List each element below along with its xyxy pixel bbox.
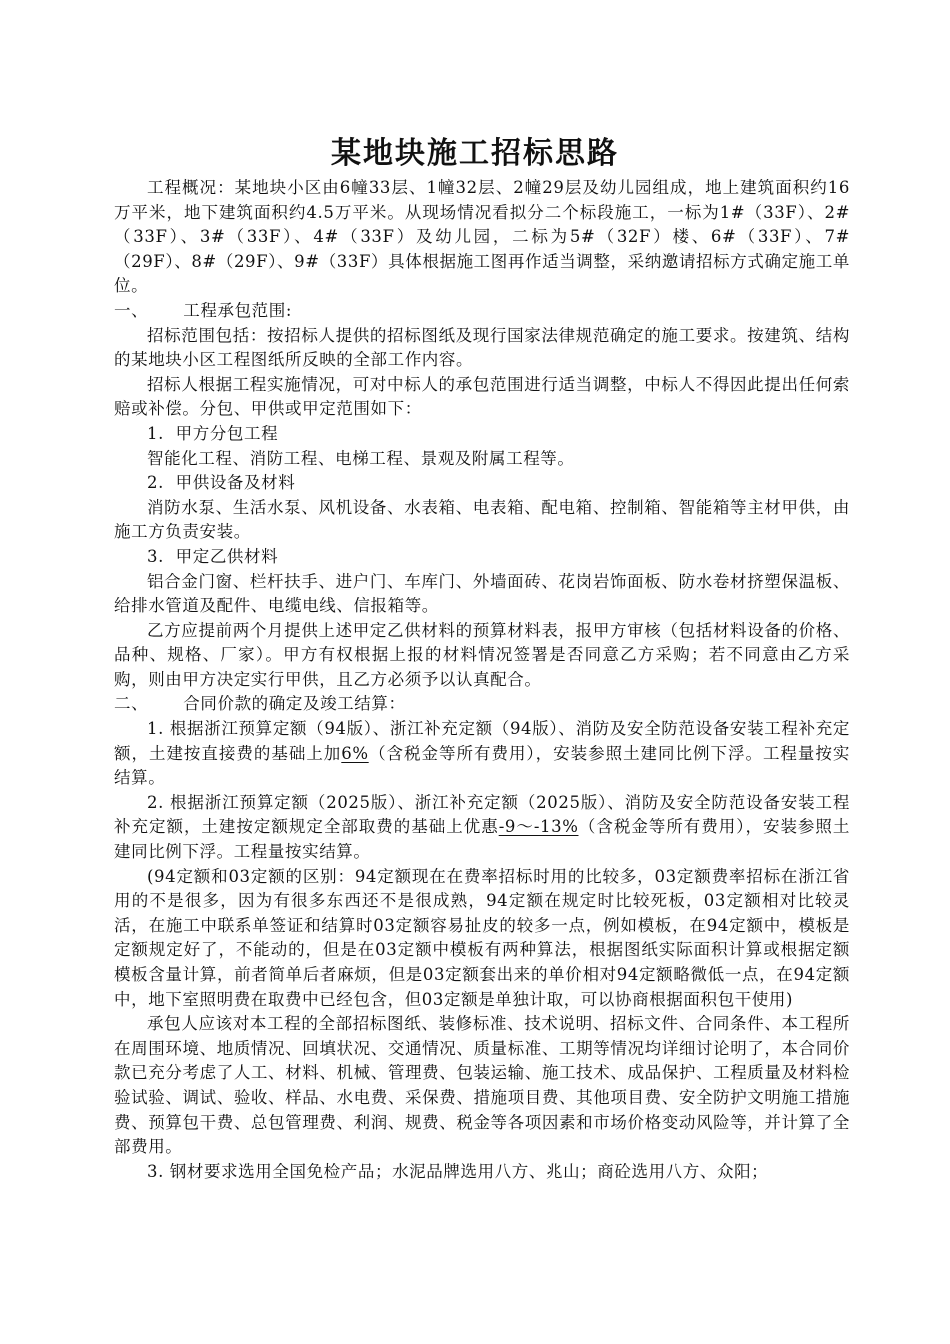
price-clause-2-text: 2. 根据浙江预算定额（2025版）、浙江补充定额（2025版）、消防及安全防范设备安装工程补充定额，土建按定额规定全部取费的基础上优惠 (114, 792, 850, 837)
contractor-obligation-paragraph: 承包人应该对本工程的全部招标图纸、装修标准、技术说明、招标文件、合同条件、本工程所在周围环境、地质情况、回填状况、交通情况、质量标准、工期等情况均详细讨论明了，本合同价款已充分考虑了人工、材料、机械、管理费、包装运输、施工技术、成品保护、工程质量及材料检验试验、调试、验收、样品、水电费、采保费、措施项目费、其他项目费、安全防护文明施工措施费、预算包干费、总包管理费、利润、规费、税金等各项因素和市场价格变动风险等，并计算了全部费用。 (114, 1014, 850, 1157)
scope-paragraph: 招标范围包括：按招标人提供的招标图纸及现行国家法律规范确定的施工要求。按建筑、结构的某地块小区工程图纸所反映的全部工作内容。 (114, 325, 850, 370)
section-heading-price: 二、 合同价款的确定及竣工结算： (114, 694, 406, 714)
price-clause-2 (114, 791, 850, 865)
item-text-owner-specified: 铝合金门窗、栏杆扶手、进户门、车库门、外墙面砖、花岗岩饰面板、防水卷材挤塑保温板、给排水管道及配件、电缆电线、信报箱等。 (114, 571, 850, 616)
price-clause-2-rest: （含税金等所有费用），安装参照土建同比例下浮。工程量按实结算。 (114, 817, 850, 862)
price-clause-2-rate: -9～-13% (498, 817, 579, 837)
price-clause-1 (114, 717, 850, 791)
materials-brand-paragraph: 3. 钢材要求选用全国免检产品；水泥品牌选用八方、兆山；商砼选用八方、众阳； (147, 1161, 769, 1181)
overview-paragraph: 工程概况：某地块小区由6幢33层、1幢32层、2幢29层及幼儿园组成，地上建筑面积约16万平米，地下建筑面积约4.5万平米。从现场情况看拟分二个标段施工，一标为1#（33F）、2#（33F）、3#（33F）、4#（33F）及幼儿园，二标为5#（32F）楼、6#（33F）、7#（29F）、8#（29F）、9#（33F）具体根据施工图再作适当调整，采纳邀请招标方式确定施工单位。 (114, 178, 850, 296)
price-clause-1-text: 1. 根据浙江预算定额（94版）、浙江补充定额（94版）、消防及安全防范设备安装工程补充定额，土建按直接费的基础上加 (114, 719, 850, 763)
item-text-owner-supplied: 消防水泵、生活水泵、风机设备、水表箱、电表箱、配电箱、控制箱、智能箱等主材甲供，由施工方负责安装。 (114, 497, 850, 542)
document-title: 某地块施工招标思路 (331, 136, 619, 171)
item-text-owner-subcontract: 智能化工程、消防工程、电梯工程、景观及附属工程等。 (147, 448, 575, 468)
materials-review-paragraph: 乙方应提前两个月提供上述甲定乙供材料的预算材料表，报甲方审核（包括材料设备的价格、品种、规格、厂家）。甲方有权根据上报的材料情况签署是否同意乙方采购；若不同意由乙方采购，则由甲方决定实行甲供，且乙方必须予以认真配合。 (114, 620, 850, 689)
document-body (114, 176, 850, 1184)
item-heading-owner-specified: 3. 甲定乙供材料 (147, 546, 279, 566)
section-heading-scope: 一、 工程承包范围: (114, 300, 293, 320)
price-clause-1-rate: 6% (341, 743, 369, 763)
item-heading-owner-subcontract: 1. 甲方分包工程 (147, 423, 279, 443)
scope-adjust-paragraph: 招标人根据工程实施情况，可对中标人的承包范围进行适当调整，中标人不得因此提出任何索赔或补偿。分包、甲供或甲定范围如下： (114, 374, 850, 419)
price-clause-1-rest: （含税金等所有费用），安装参照土建同比例下浮。工程量按实结算。 (114, 743, 850, 788)
item-heading-owner-supplied: 2. 甲供设备及材料 (147, 473, 296, 493)
quota-comparison-note: (94定额和03定额的区别：94定额现在在费率招标时用的比较多，03定额费率招标在浙江省用的不是很多，因为有很多东西还不是很成熟，94定额在规定时比较死板，03定额相对比较灵活，在施工中联系单签证和结算时03定额容易扯皮的较多一点，例如模板，在94定额中，模板是定额规定好了，不能动的，但是在03定额中模板有两种算法，根据图纸实际面积计算或根据定额模板含量计算，前者简单后者麻烦，但是03定额套出来的单价相对94定额略微低一点，在94定额中，地下室照明费在取费中已经包含，但03定额是单独计取，可以协商根据面积包干使用) (114, 866, 850, 1009)
